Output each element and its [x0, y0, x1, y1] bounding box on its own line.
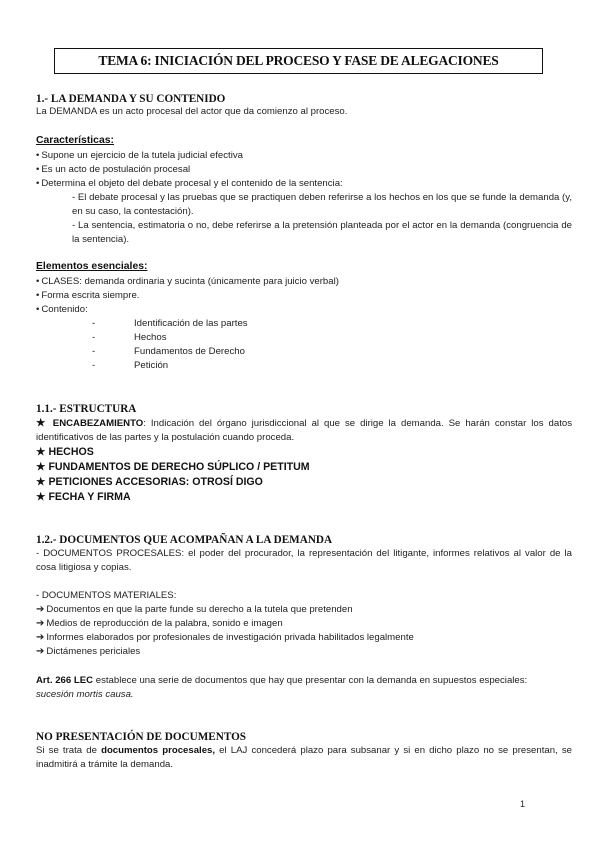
section-1-1-heading: 1.1.- ESTRUCTURA [36, 403, 137, 415]
list-item: • CLASES: demanda ordinaria y sucinta (únicamente para juicio verbal) [36, 275, 572, 289]
list-item-label: Informes elaborados por profesionales de investigación privada habilitados legalmente [46, 632, 414, 643]
caracteristicas-sub-2: - La sentencia, estimatoria o no, debe referirse a la pretensión planteada por el actor en la demanda (congruencia de la sentencia). [72, 220, 572, 245]
arrow-icon: ➔ [36, 632, 45, 643]
arrow-icon: ➔ [36, 618, 45, 629]
list-item-label: Medios de reproducción de la palabra, sonido e imagen [46, 618, 283, 629]
estructura-item-label: PETICIONES ACCESORIAS: OTROSÍ DIGO [48, 476, 263, 488]
star-icon: ★ [36, 446, 46, 458]
arrow-icon: ➔ [36, 604, 45, 615]
contenido-item [92, 359, 168, 373]
estructura-item-label: FUNDAMENTOS DE DERECHO SÚPLICO / PETITUM [48, 461, 310, 473]
list-item [36, 617, 572, 631]
list-item-label: Dictámenes periciales [46, 646, 141, 657]
section-1-heading: 1.- LA DEMANDA Y SU CONTENIDO [36, 93, 226, 105]
caracteristicas-title: Características: [36, 135, 114, 146]
art-266-paragraph [36, 674, 572, 688]
list-item-label: Documentos en que la parte funde su derecho a la tutela que pretenden [46, 604, 353, 615]
list-item [36, 645, 572, 659]
art-266-sucesion: sucesión [36, 689, 77, 700]
list-item [36, 631, 572, 645]
star-icon: ★ [36, 491, 46, 503]
estructura-item [36, 460, 572, 474]
art-266-label: Art. 266 LEC [36, 675, 94, 686]
no-presentacion-paragraph [36, 744, 572, 772]
star-icon: ★ [36, 461, 46, 473]
art-266-causa: causa. [102, 689, 134, 700]
section-1-2-heading: 1.2.- DOCUMENTOS QUE ACOMPAÑAN A LA DEMANDA [36, 534, 333, 546]
page-number: 1 [520, 799, 526, 809]
documentos-materiales-title: - DOCUMENTOS MATERIALES: [36, 590, 177, 601]
dash-mark: - [92, 318, 96, 329]
list-item: • Es un acto de postulación procesal [36, 163, 572, 177]
encabezamiento-paragraph [36, 416, 572, 445]
list-item: • Supone un ejercicio de la tutela judicial efectiva [36, 149, 572, 163]
contenido-item-label: Fundamentos de Derecho [134, 346, 245, 357]
star-icon: ★ [36, 476, 46, 488]
contenido-item [92, 345, 245, 359]
contenido-item-label: Identificación de las partes [134, 318, 248, 329]
list-item: • Forma escrita siempre. [36, 289, 572, 303]
elementos-title: Elementos esenciales: [36, 261, 148, 272]
list-item [36, 603, 572, 617]
list-item: • Contenido: [36, 303, 572, 317]
estructura-item [36, 475, 572, 489]
dash-mark: - [92, 346, 96, 357]
documentos-procesales: - DOCUMENTOS PROCESALES: el poder del procurador, la representación del litigante, informes relativos al valor de la cosa litigiosa y copias. [36, 548, 572, 573]
encabezamiento-label: ENCABEZAMIENTO [52, 418, 144, 429]
contenido-item [92, 331, 167, 345]
arrow-icon: ➔ [36, 646, 45, 657]
estructura-item [36, 445, 572, 459]
no-presentacion-text-1: Si se trata de [36, 745, 102, 756]
art-266-text: establece una serie de documentos que hay que presentar con la demanda en supuestos especiales: [93, 675, 528, 686]
dash-mark: - [92, 332, 96, 343]
section-1-intro: La DEMANDA es un acto procesal del actor que da comienzo al proceso. [36, 106, 348, 117]
estructura-item-label: FECHA Y FIRMA [48, 491, 131, 503]
estructura-item [36, 490, 572, 504]
title-box [54, 48, 543, 74]
art-266-line-2 [36, 688, 572, 702]
dash-mark: - [92, 360, 96, 371]
contenido-item-label: Petición [134, 360, 169, 371]
list-item: • Determina el objeto del debate procesal y el contenido de la sentencia: [36, 177, 572, 191]
star-icon: ★ [36, 417, 48, 429]
no-presentacion-heading: NO PRESENTACIÓN DE DOCUMENTOS [36, 731, 246, 743]
no-presentacion-text-2: el LAJ concederá plazo para subsanar y si en dicho plazo no se presentan, se inadmitirá a trámite la demanda. [36, 745, 572, 770]
contenido-item-label: Hechos [134, 332, 167, 343]
caracteristicas-sub-1: - El debate procesal y las pruebas que se practiquen deben referirse a los hechos en los que se funde la demanda (y, en su caso, la contestación). [72, 192, 572, 217]
contenido-item [92, 317, 248, 331]
encabezamiento-text: : Indicación del órgano jurisdiccional al que se dirige la demanda. Se harán constar los datos identificativos de las partes y la postulación cuando proceda. [36, 418, 572, 443]
no-presentacion-bold: documentos procesales, [101, 745, 216, 756]
page-title: TEMA 6: INICIACIÓN DEL PROCESO Y FASE DE ALEGACIONES [98, 53, 499, 68]
estructura-item-label: HECHOS [48, 446, 94, 458]
art-266-mortis: mortis [76, 689, 103, 700]
